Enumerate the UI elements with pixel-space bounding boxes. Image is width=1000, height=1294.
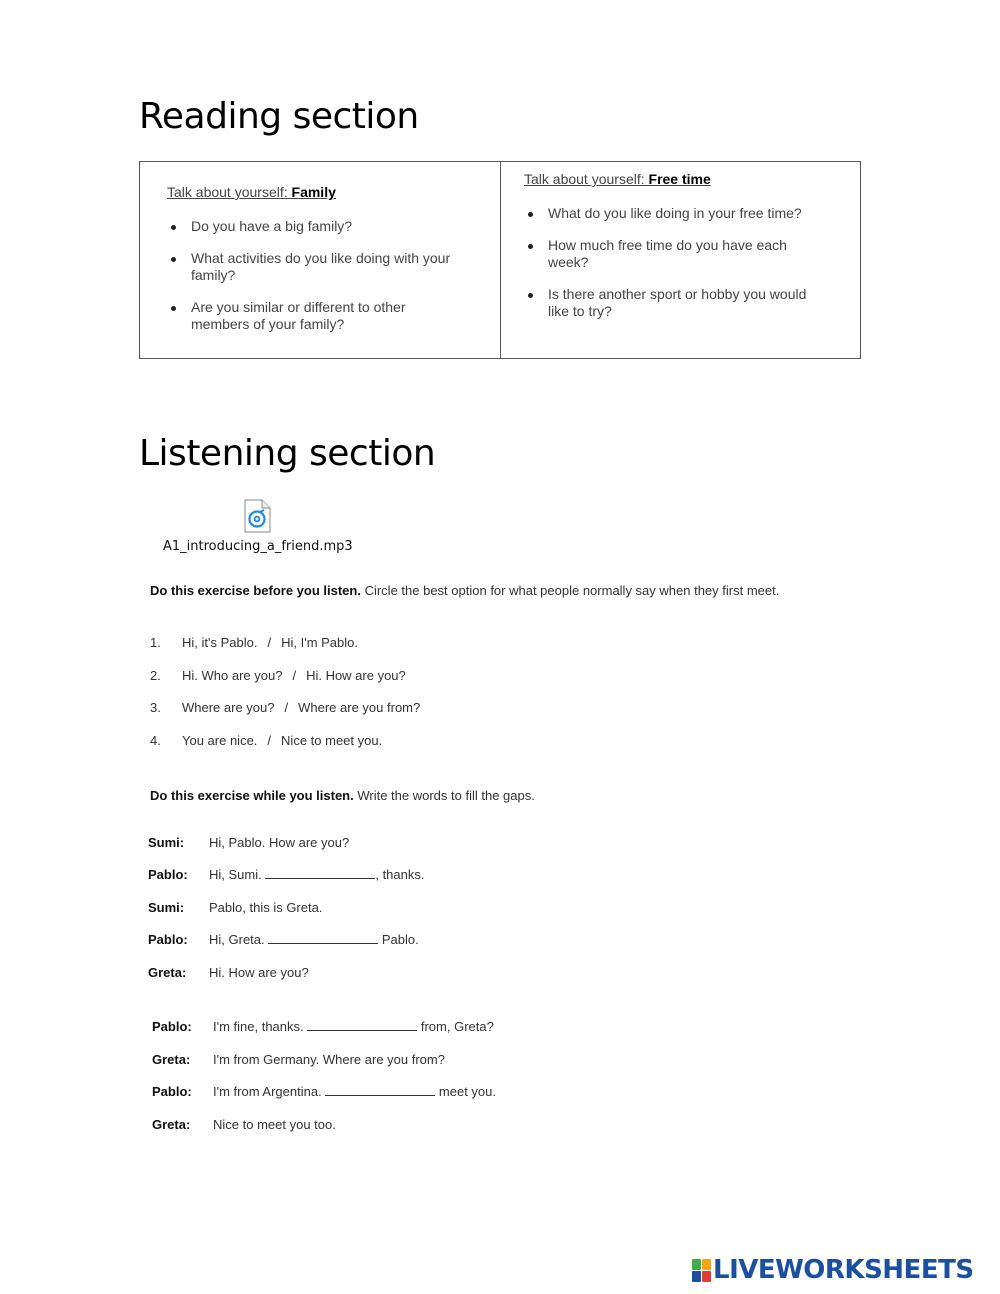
question-item: What activities do you like doing with your family? — [167, 250, 467, 284]
logo-mark-icon — [692, 1259, 710, 1281]
audio-file-icon[interactable] — [243, 499, 271, 533]
reading-section-heading: Reading section — [139, 96, 419, 137]
dialog-line: Greta: Nice to meet you too. — [152, 1117, 336, 1132]
answer-gap-input[interactable] — [268, 933, 378, 944]
question-item: How much free time do you have each week? — [524, 237, 824, 271]
family-topic-card — [140, 162, 501, 358]
question-item: Do you have a big family? — [167, 218, 467, 235]
audio-file-attachment[interactable] — [160, 499, 360, 559]
question-item: Are you similar or different to other members of your family? — [167, 299, 467, 333]
question-item: What do you like doing in your free time? — [524, 205, 824, 222]
option-b[interactable]: Where are you from? — [298, 700, 421, 715]
answer-gap-input[interactable] — [265, 868, 375, 879]
exercise1-instruction: Do this exercise before you listen. Circle the best option for what people normally say when they first meet. — [150, 583, 780, 598]
liveworksheets-logo[interactable] — [692, 1256, 974, 1284]
free-time-topic-title: Talk about yourself: Free time — [524, 171, 711, 187]
dialog-line: Greta: I'm from Germany. Where are you from? — [152, 1052, 445, 1067]
family-topic-title: Talk about yourself: Family — [167, 184, 336, 200]
free-time-topic-card — [501, 162, 860, 358]
free-time-question-list — [524, 205, 824, 335]
option-a[interactable]: Hi, it's Pablo. — [182, 635, 258, 650]
exercise2-instruction: Do this exercise while you listen. Write the words to fill the gaps. — [150, 788, 535, 803]
option-a[interactable]: You are nice. — [182, 733, 258, 748]
speaking-topics-table — [139, 161, 861, 359]
logo-text: LIVEWORKSHEETS — [713, 1255, 974, 1285]
audio-file-name[interactable]: A1_introducing_a_friend.mp3 — [163, 539, 353, 554]
listening-section-heading: Listening section — [139, 433, 436, 474]
dialog-line: Sumi: Hi, Pablo. How are you? — [148, 835, 350, 850]
dialog-line: Pablo: I'm from Argentina. meet you. — [152, 1084, 497, 1099]
answer-gap-input[interactable] — [307, 1020, 417, 1031]
dialog-line: Greta: Hi. How are you? — [148, 965, 309, 980]
dialog-line: Pablo: Hi, Greta. Pablo. — [148, 932, 419, 947]
dialog-line: Sumi: Pablo, this is Greta. — [148, 900, 323, 915]
family-question-list — [167, 218, 467, 348]
option-item[interactable]: 1. Hi, it's Pablo. / Hi, I'm Pablo. — [150, 635, 358, 650]
option-item[interactable]: 3. Where are you? / Where are you from? — [150, 700, 421, 715]
answer-gap-input[interactable] — [325, 1085, 435, 1096]
option-item[interactable]: 4. You are nice. / Nice to meet you. — [150, 733, 383, 748]
question-item: Is there another sport or hobby you would like to try? — [524, 286, 824, 320]
option-a[interactable]: Where are you? — [182, 700, 275, 715]
option-b[interactable]: Hi. How are you? — [306, 668, 406, 683]
option-b[interactable]: Nice to meet you. — [281, 733, 383, 748]
dialog-line: Pablo: Hi, Sumi. , thanks. — [148, 867, 425, 882]
option-a[interactable]: Hi. Who are you? — [182, 668, 283, 683]
dialog-line: Pablo: I'm fine, thanks. from, Greta? — [152, 1019, 494, 1034]
option-b[interactable]: Hi, I'm Pablo. — [281, 635, 358, 650]
option-item[interactable]: 2. Hi. Who are you? / Hi. How are you? — [150, 668, 406, 683]
